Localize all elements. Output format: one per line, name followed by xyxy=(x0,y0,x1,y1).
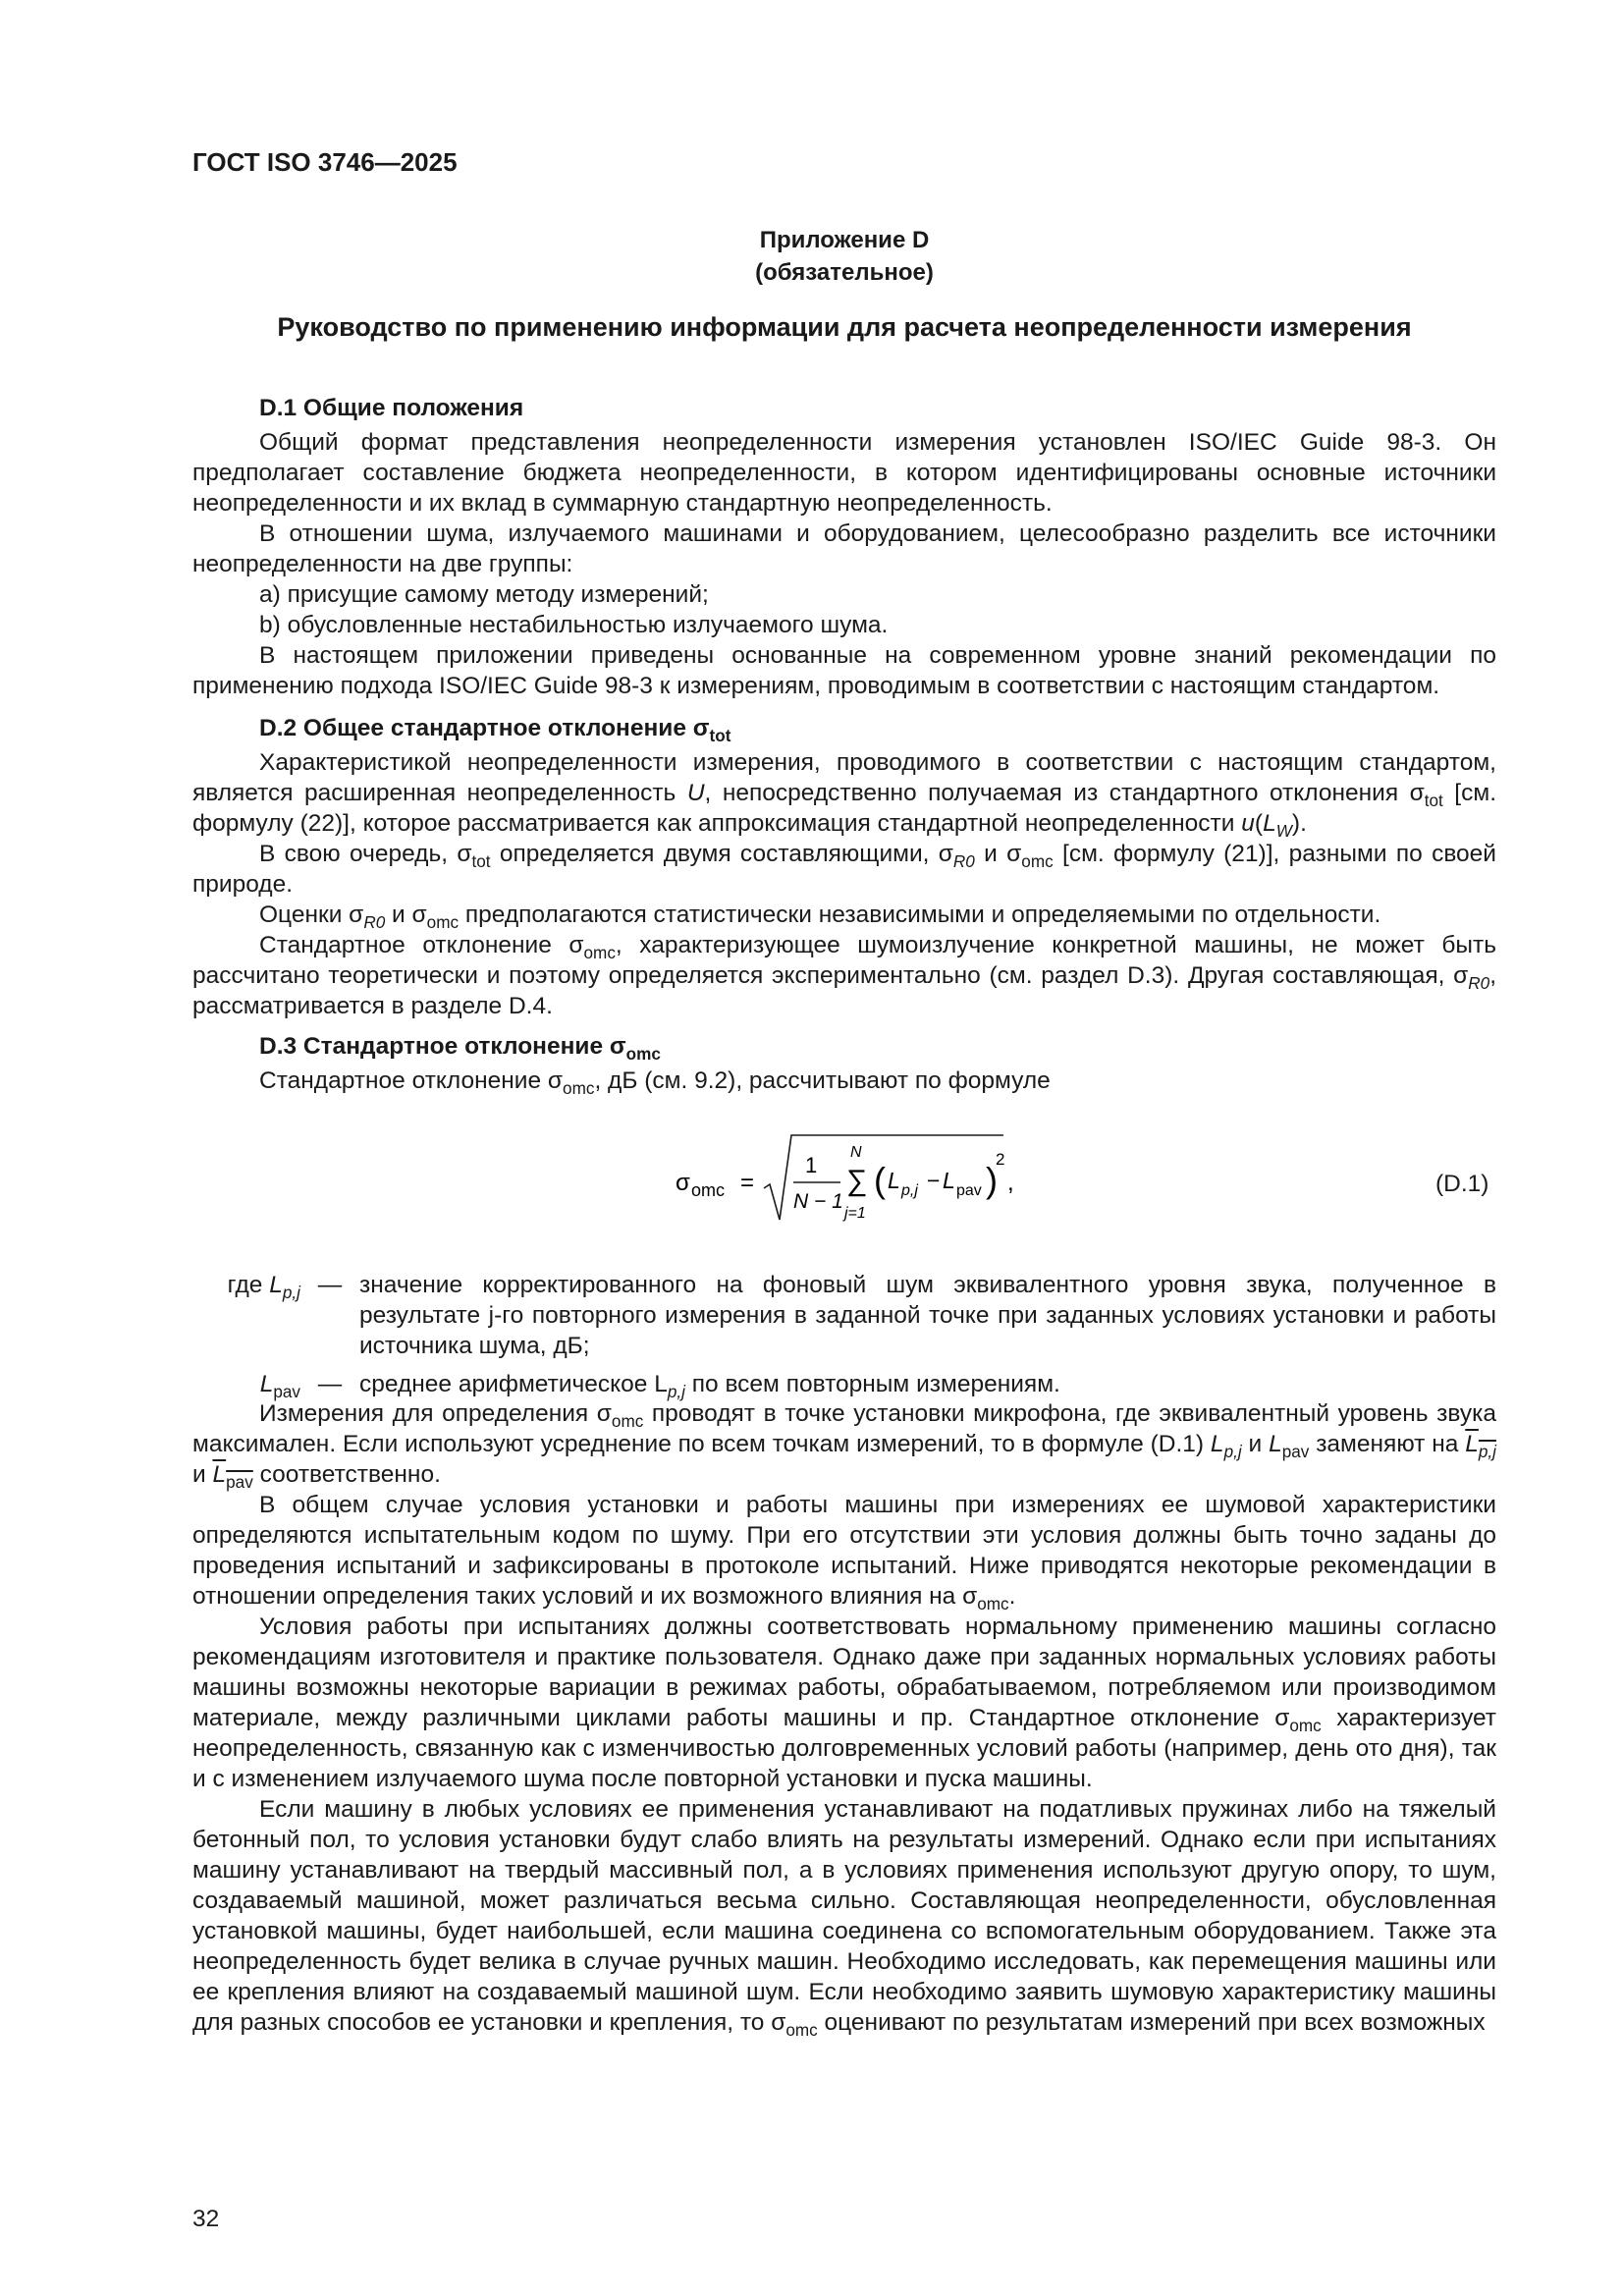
paragraph: Если машину в любых условиях ее применения устанавливают на податливых пружинах либо на тяжелый бетонный пол, то условия установки будут слабо влиять на результаты измерений. Однако если при испытаниях машину устанавливают на твердый массивный пол, а в условиях применения используют другую опору, то шум, создаваемый машиной, может различаться весьма сильно. Составляющая неопределенности, обусловленная установкой машины, будет наибольшей, если машина соединена со вспомогательным оборудованием. Также эта неопределенность будет велика в случае ручных машин. Необходимо исследовать, как перемещения машины или ее крепления влияют на создаваемый машиной шум. Если необходимо заявить шумовую характеристику машины для разных способов ее установки и крепления, то $\sigma_{omc}$ оценивают по результатам измерений при всех возможных xyxy=(192,1796,1496,2040)
formula-power: 2 xyxy=(996,1150,1005,1169)
formula-number: (D.1) xyxy=(1435,1171,1489,1197)
definition-symbol: где $L_{p,j}$ xyxy=(227,1272,300,1302)
fraction-numerator: 1 xyxy=(805,1153,818,1177)
formula-l-pav-sub: pav xyxy=(956,1182,982,1199)
definition-symbol: $L_{pav}$ xyxy=(259,1371,300,1401)
definition-item xyxy=(192,1270,1496,1361)
sum-sign: ∑ xyxy=(846,1165,868,1197)
section-heading-d3: D.3 Стандартное отклонение $\sigma_{omc}$ xyxy=(259,1033,661,1064)
section-heading-d2: D.2 Общее стандартное отклонение $\sigma_{tot}$ xyxy=(259,715,731,745)
paragraph: Условия работы при испытаниях должны соответствовать нормальному применению машины согласно рекомендациям изготовителя и практике пользователя. Однако даже при заданных нормальных условиях работы машины возможны некоторые вариации в режимах работы, обрабатываемом, потребляемом или производимом материале, между различными циклами работы машины и пр. Стандартное отклонение $\sigma_{omc}$ характеризует неопределенность, связанную как с изменчивостью долговременных условий работы (например, день ото дня), так и с изменением излучаемого шума после повторной установки и пуска машины. xyxy=(192,1613,1496,1792)
annex-status: (обязательное) xyxy=(755,259,934,286)
paragraph: Общий формат представления неопределенности измерения установлен ISO/IEC Guide 98-3. Он предполагает составление бюджета неопределенности, в котором идентифицированы основные источники неопределенности и их вклад в суммарную стандартную неопределенность. xyxy=(192,429,1496,517)
formula-minus: − xyxy=(927,1168,941,1193)
paragraph: В настоящем приложении приведены основанные на современном уровне знаний рекомендации по применению подхода ISO/IEC Guide 98-3 к измерениям, проводимым в соответствии с настоящим стандартом. xyxy=(192,642,1496,699)
definition-dash: — xyxy=(317,1272,343,1298)
formula-l-pj-sub: p,j xyxy=(901,1182,918,1199)
section-d2 xyxy=(192,713,1496,1021)
close-paren: ) xyxy=(986,1160,998,1200)
annex-heading xyxy=(192,224,1496,289)
definition-text: значение корректированного на фоновый шум эквивалентного уровня звука, полученное в результате j-го повторного измерения в заданной точке при заданных условиях установки и работы источника шума, дБ; xyxy=(359,1272,1496,1359)
paragraph: Стандартное отклонение $\sigma_{omc}$, дБ (см. 9.2), рассчитывают по формуле xyxy=(259,1067,1051,1098)
definition-text: среднее арифметическое $L_{p,j}$ по всем повторным измерениям. xyxy=(359,1371,1060,1401)
paragraph: Оценки $\sigma_{R0}$ и $\sigma_{omc}$ предполагаются статистически независимыми и определяемыми по отдельности. xyxy=(259,902,1381,932)
annex-document-title: Руководство по применению информации для расчета неопределенности измерения xyxy=(277,312,1412,342)
list-item-b: b) обусловленные нестабильностью излучаемого шума. xyxy=(259,612,889,638)
formula-sigma-sub: omc xyxy=(691,1180,726,1200)
paragraph: В общем случае условия установки и работы машины при измерениях ее шумовой характеристики определяются испытательным кодом по шуму. При его отсутствии эти условия должны быть точно заданы до проведения испытаний и зафиксированы в протоколе испытаний. Ниже приводятся некоторые рекомендации в отношении определения таких условий и их возможного влияния на $\sigma_{omc}$. xyxy=(192,1492,1496,1613)
formula-comma: , xyxy=(1007,1170,1014,1196)
formula-l-pav: L xyxy=(943,1168,955,1193)
section-d1 xyxy=(192,393,1496,701)
paragraph: Измерения для определения $\sigma_{omc}$ проводят в точке установки микрофона, где эквивалентный уровень звука максимален. Если используют усреднение по всем точкам измерений, то в формуле (D.1) $L_{p,j}$ и $L_{pav}$ заменяют на $L_{p,j}$ и $L_{pav}$ соответственно. xyxy=(192,1400,1496,1492)
section-heading-d1: D.1 Общие положения xyxy=(259,395,524,421)
paragraph: В свою очередь, $\sigma_{tot}$ определяется двумя составляющими, $\sigma_{R0}$ и $\sigma_{omc}$ [см. формулу (21)], разными по своей природе. xyxy=(192,841,1496,898)
formula-equals: = xyxy=(740,1170,755,1196)
open-paren: ( xyxy=(874,1160,886,1200)
formula-d1 xyxy=(668,1129,1551,1228)
definition-dash: — xyxy=(317,1371,343,1397)
paragraph: В отношении шума, излучаемого машинами и оборудованием, целесообразно разделить все источники неопределенности на две группы: xyxy=(192,520,1496,577)
paragraph: Стандартное отклонение $\sigma_{omc}$, характеризующее шумоизлучение конкретной машины, не может быть рассчитано теоретически и поэтому определяется экспериментально (см. раздел D.3). Другая составляющая, $\sigma_{R0}$, рассматривается в разделе D.4. xyxy=(192,932,1496,1019)
formula-l-pj: L xyxy=(888,1168,900,1193)
sum-lower-limit: j=1 xyxy=(844,1205,866,1222)
sum-upper-limit: N xyxy=(850,1144,862,1161)
paragraph: Характеристикой неопределенности измерения, проводимого в соответствии с настоящим стандартом, является расширенная неопределенность U, непосредственно получаемая из стандартного отклонения $\sigma_{tot}$ [см. формулу (22)], которое рассматривается как аппроксимация стандартной неопределенности $u(L_W)$. xyxy=(192,749,1497,841)
section-d3 xyxy=(192,1031,1496,1096)
fraction-denominator: N − 1 xyxy=(793,1190,843,1213)
standard-designation: ГОСТ ISO 3746—2025 xyxy=(192,147,458,177)
formula-sigma: σ xyxy=(676,1170,690,1196)
page-number: 32 xyxy=(192,2206,220,2232)
definitions-list xyxy=(192,1270,1496,1399)
definition-item xyxy=(192,1369,1496,1399)
annex-title: Приложение D xyxy=(759,227,930,253)
list-item-a: a) присущие самому методу измерений; xyxy=(259,581,709,608)
section-d3-continued xyxy=(192,1398,1496,2038)
formula-graphic xyxy=(668,1129,1551,1228)
